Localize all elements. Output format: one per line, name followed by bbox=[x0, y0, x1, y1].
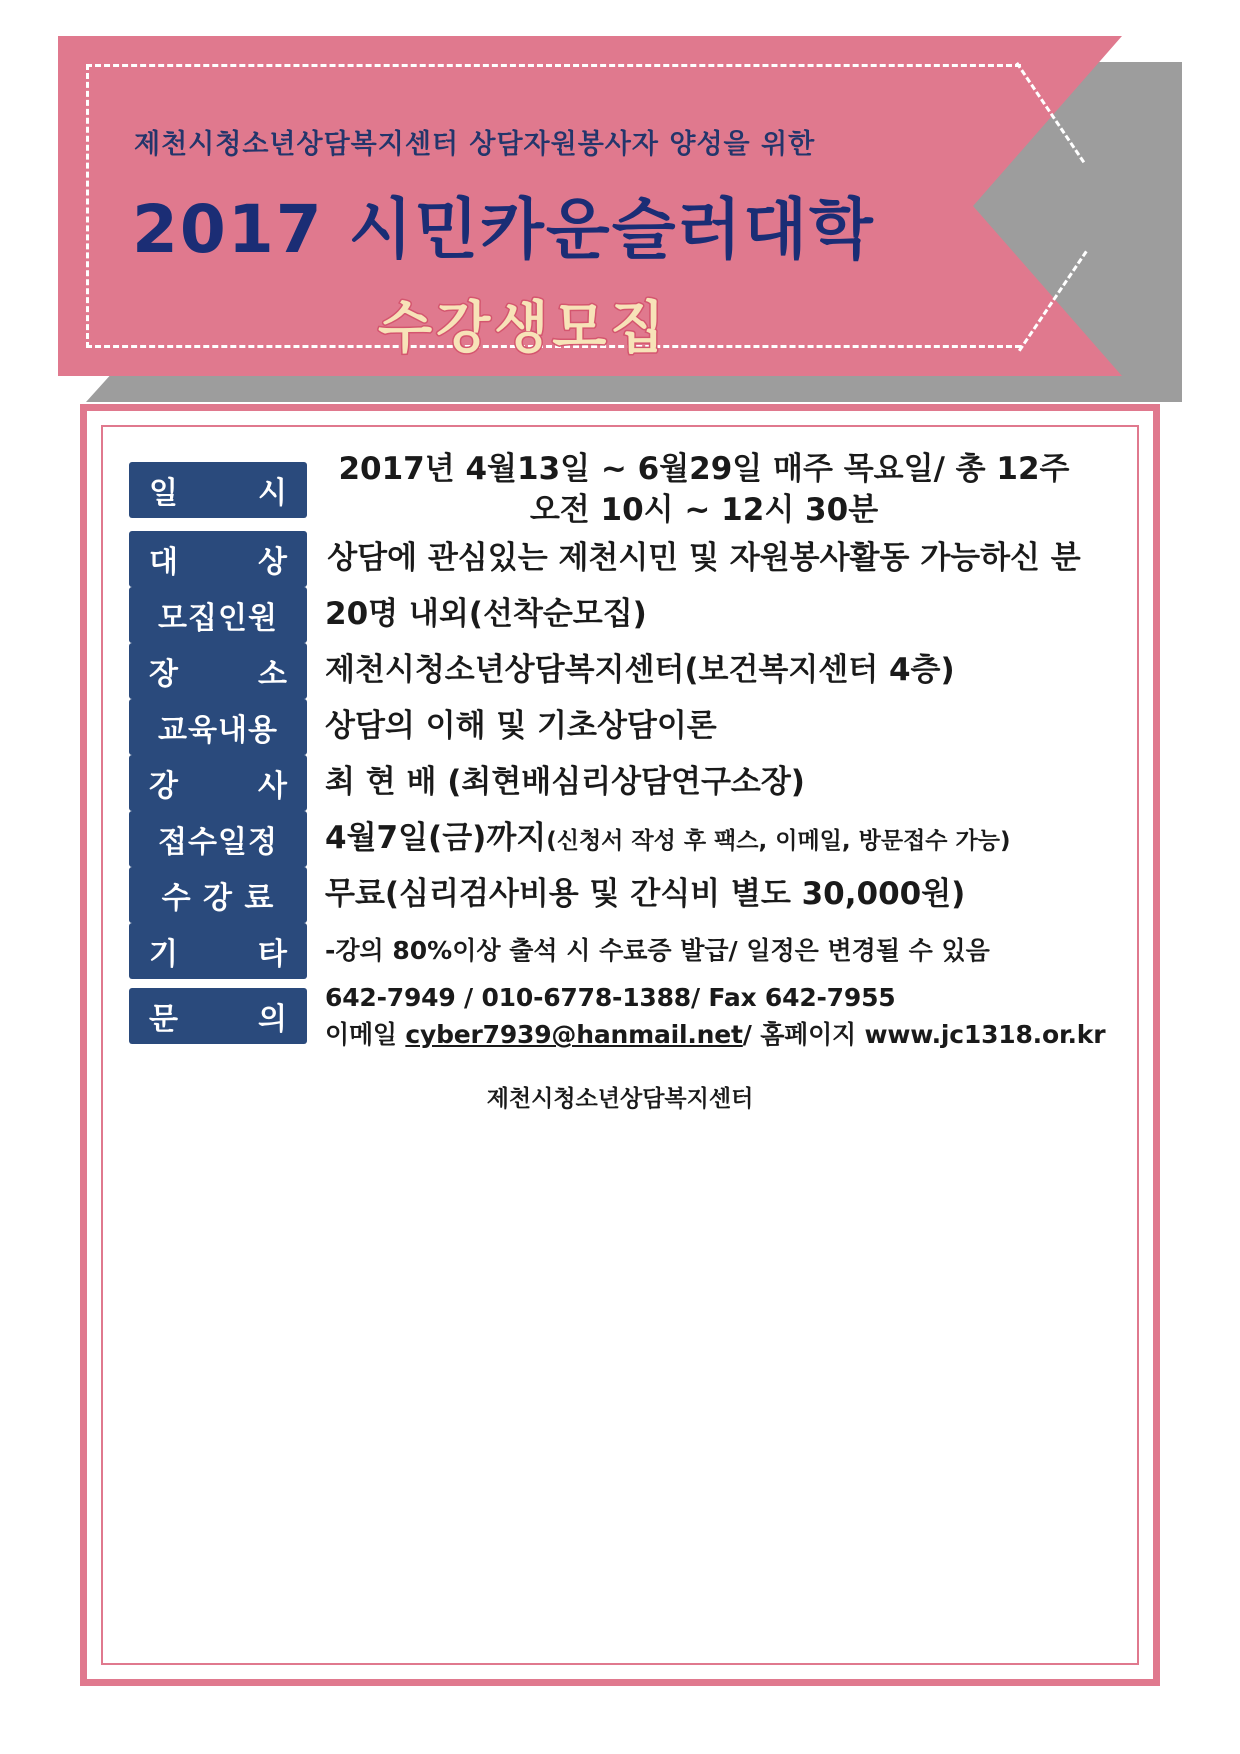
label-char: 소 bbox=[258, 656, 287, 692]
table-row bbox=[129, 643, 1111, 699]
row-label-date bbox=[129, 462, 307, 518]
value-cell-date bbox=[325, 449, 1111, 531]
contact-phone-line: 642-7949 / 010-6778-1388/ Fax 642-7955 bbox=[325, 982, 896, 1012]
row-value-date-line1: 2017년 4월13일 ~ 6월29일 매주 목요일/ 총 12주 bbox=[338, 451, 1070, 487]
banner-title: 2017 시민카운슬러대학 bbox=[132, 191, 875, 268]
label-cell-date bbox=[129, 449, 325, 531]
info-card bbox=[80, 404, 1160, 1686]
label-cell-target bbox=[129, 531, 325, 587]
contact-email-link[interactable]: cyber7939@hanmail.net bbox=[405, 1020, 743, 1050]
row-value-fee: 무료(심리검사비용 및 간식비 별도 30,000원) bbox=[325, 876, 966, 913]
label-cell-deadline bbox=[129, 811, 325, 867]
row-value-target: 상담에 관심있는 제천시민 및 자원봉사활동 가능하신 분 bbox=[327, 540, 1081, 577]
label-cell-place bbox=[129, 643, 325, 699]
label-char: 일 bbox=[149, 475, 178, 511]
value-cell-etc bbox=[325, 923, 1111, 979]
table-row bbox=[129, 699, 1111, 755]
banner-subtitle: 제천시청소년상담복지센터 상담자원봉사자 양성을 위한 bbox=[134, 129, 816, 160]
row-value-capacity: 20명 내외(선착순모집) bbox=[325, 596, 647, 633]
footer-organization: 제천시청소년상담복지센터 bbox=[486, 1085, 754, 1112]
contact-homepage-link[interactable]: www.jc1318.or.kr bbox=[864, 1020, 1106, 1050]
label-cell-lecturer bbox=[129, 755, 325, 811]
row-value-date-line2: 오전 10시 ~ 12시 30분 bbox=[529, 491, 879, 528]
label-char: 문 bbox=[149, 1002, 178, 1038]
label-char: 상 bbox=[258, 544, 287, 580]
row-label-target bbox=[129, 531, 307, 587]
row-value-deadline bbox=[325, 818, 1111, 859]
row-label-fee: 수 강 료 bbox=[129, 867, 307, 923]
label-char: 의 bbox=[258, 1002, 287, 1038]
label-char: 사 bbox=[258, 768, 287, 804]
table-row bbox=[129, 867, 1111, 923]
contact-email-prefix: 이메일 bbox=[325, 1020, 406, 1050]
row-value-curriculum: 상담의 이해 및 기초상담이론 bbox=[325, 708, 717, 745]
info-card-inner bbox=[101, 425, 1139, 1665]
value-cell-target bbox=[325, 531, 1111, 587]
label-char: 강 bbox=[149, 768, 178, 804]
table-row bbox=[129, 449, 1111, 531]
table-row bbox=[129, 531, 1111, 587]
info-table bbox=[129, 449, 1111, 1054]
row-label-curriculum: 교육내용 bbox=[129, 699, 307, 755]
value-cell-place bbox=[325, 643, 1111, 699]
deadline-main: 4월7일(금)까지 bbox=[325, 820, 547, 857]
row-value-lecturer: 최 현 배 (최현배심리상담연구소장) bbox=[325, 764, 805, 801]
value-cell-contact bbox=[325, 979, 1111, 1054]
row-value-etc: -강의 80%이상 출석 시 수료증 발급/ 일정은 변경될 수 있음 bbox=[325, 935, 990, 965]
label-char: 장 bbox=[149, 656, 178, 692]
row-label-place bbox=[129, 643, 307, 699]
label-cell-curriculum bbox=[129, 699, 325, 755]
value-cell-deadline bbox=[325, 811, 1111, 867]
row-label-etc bbox=[129, 923, 307, 979]
deadline-note: (신청서 작성 후 팩스, 이메일, 방문접수 가능) bbox=[546, 828, 1011, 855]
table-row bbox=[129, 755, 1111, 811]
label-cell-contact bbox=[129, 979, 325, 1054]
row-label-contact bbox=[129, 988, 307, 1044]
label-char: 시 bbox=[258, 475, 287, 511]
value-cell-fee bbox=[325, 867, 1111, 923]
value-cell-capacity bbox=[325, 587, 1111, 643]
label-char: 대 bbox=[149, 544, 178, 580]
row-label-capacity: 모집인원 bbox=[129, 587, 307, 643]
label-char: 기 bbox=[149, 936, 178, 972]
value-cell-lecturer bbox=[325, 755, 1111, 811]
poster bbox=[58, 36, 1182, 1716]
contact-email-line bbox=[325, 1016, 1111, 1054]
value-cell-curriculum bbox=[325, 699, 1111, 755]
label-char: 타 bbox=[258, 936, 287, 972]
label-cell-capacity bbox=[129, 587, 325, 643]
table-row bbox=[129, 923, 1111, 979]
row-label-deadline: 접수일정 bbox=[129, 811, 307, 867]
header-banner bbox=[58, 36, 1182, 386]
contact-middle-text: / 홈페이지 bbox=[742, 1020, 865, 1050]
table-row bbox=[129, 979, 1111, 1054]
banner-recruit-title: 수강생모집 bbox=[378, 296, 669, 361]
label-cell-etc bbox=[129, 923, 325, 979]
table-row bbox=[129, 811, 1111, 867]
row-value-place: 제천시청소년상담복지센터(보건복지센터 4층) bbox=[325, 652, 955, 689]
table-row bbox=[129, 587, 1111, 643]
row-label-lecturer bbox=[129, 755, 307, 811]
label-cell-fee bbox=[129, 867, 325, 923]
